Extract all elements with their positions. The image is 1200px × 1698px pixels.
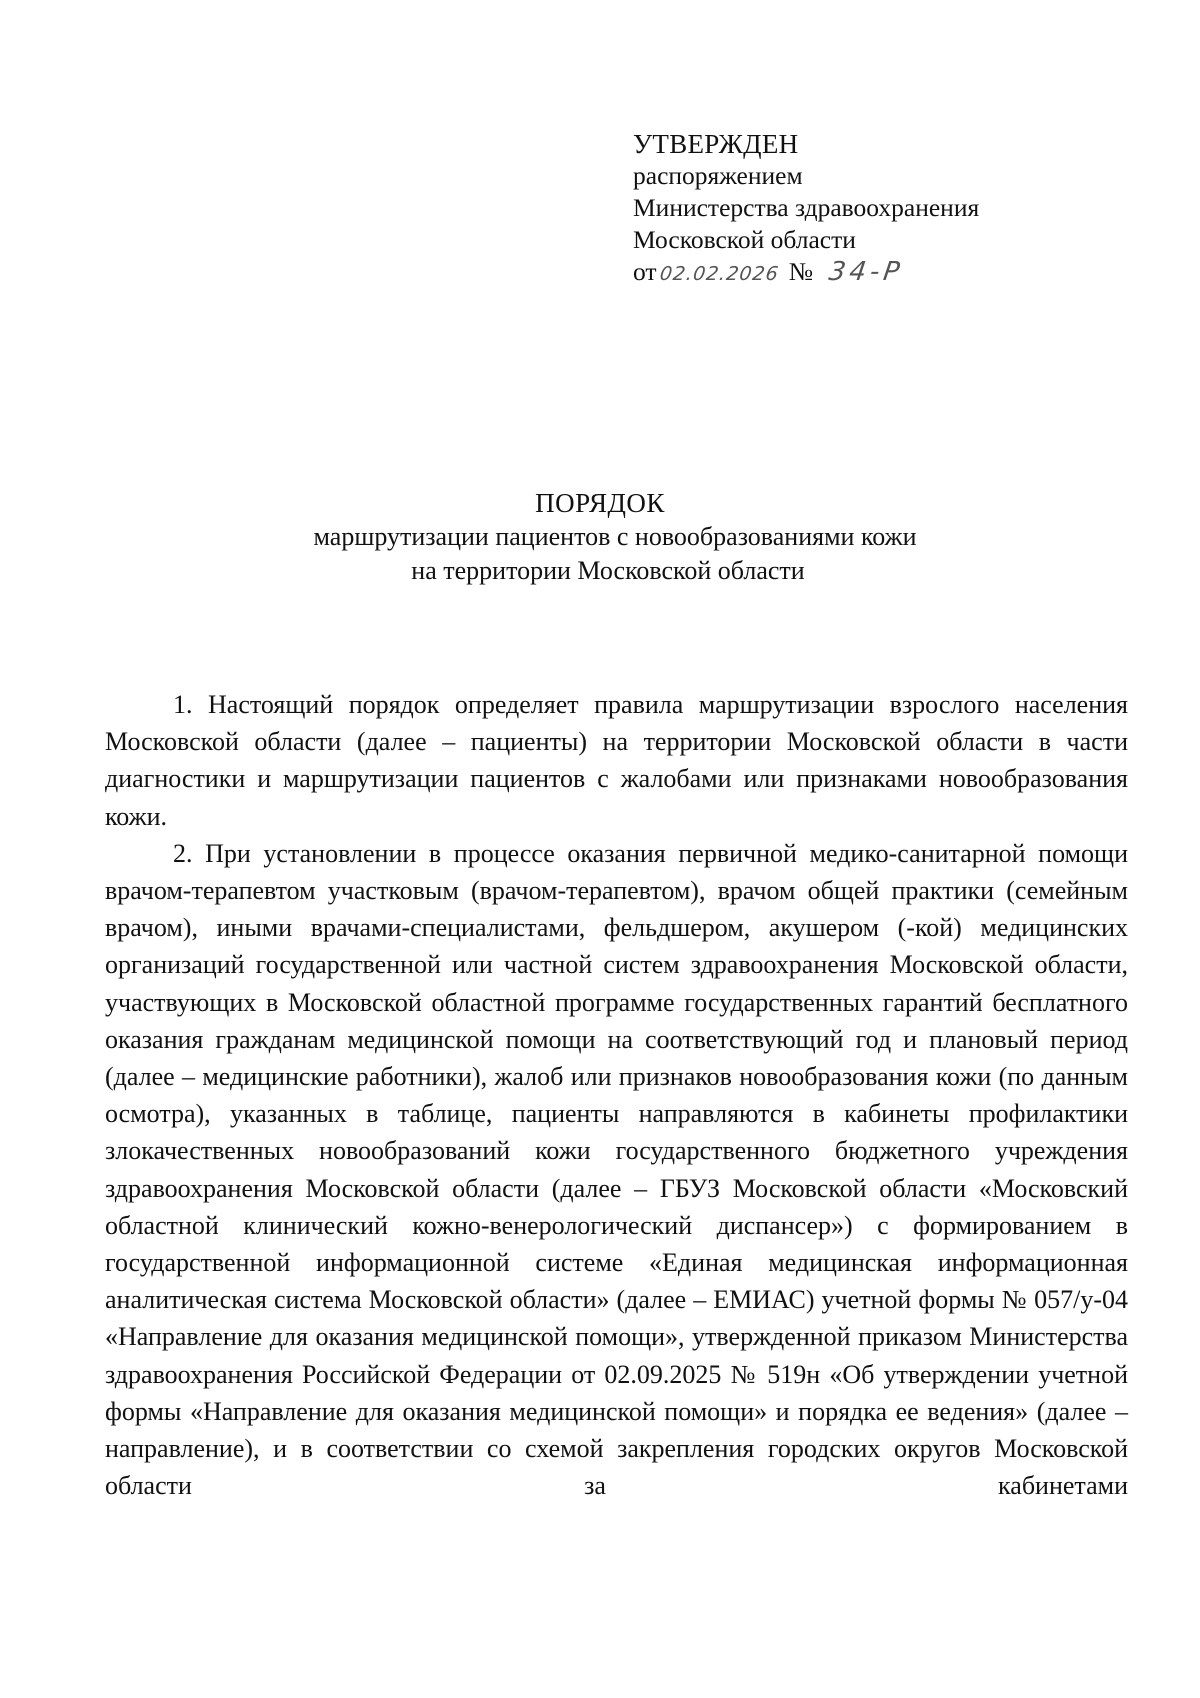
approval-stamp-block <box>633 128 979 290</box>
document-body <box>105 686 1128 1504</box>
handwritten-date: 02.02.2026 <box>658 263 780 285</box>
document-title-block <box>0 486 1200 588</box>
number-label: № <box>788 257 814 286</box>
approval-line: распоряжением <box>633 161 803 190</box>
approval-heading: УТВЕРЖДЕН <box>633 129 799 159</box>
paragraph-1: 1. Настоящий порядок определяет правила маршрутизации взрослого населения Московской области (далее – пациенты) на территории Московской области в части диагностики и маршрутизации пациентов с жалобами или признаками новообразования кожи. <box>105 690 1128 831</box>
approval-date-number-line <box>633 256 979 290</box>
paragraph-2: 2. При установлении в процессе оказания первичной медико-санитарной помощи врачом-терапевтом участковым (врачом-терапевтом), врачом общей практики (семейным врачом), иными врачами-специалистами, фельдшером, акушером (-кой) медицинских организаций государственной или частной систем здравоохранения Московской области, участвующих в Московской областной программе государственных гарантий бесплатного оказания гражданам медицинской помощи на соответствующий год и плановый период (далее – медицинские работники), жалоб или признаков новообразования кожи (по данным осмотра), указанных в таблице, пациенты направляются в кабинеты профилактики злокачественных новообразований кожи государственного бюджетного учреждения здравоохранения Московской области (далее – ГБУЗ Московской области «Московский областной клинический кожно-венерологический диспансер») с формированием в государственной информационной системе «Единая медицинская информационная аналитическая система Московской области» (далее – ЕМИАС) учетной формы № 057/у-04 «Направление для оказания медицинской помощи», утвержденной приказом Министерства здравоохранения Российской Федерации от 02.09.2025 № 519н «Об утверждении учетной формы «Направление для оказания медицинской помощи» и порядка ее ведения» (далее – направление), и в соответствии со схемой закрепления городских округов Московской области за кабинетами <box>105 838 1128 1501</box>
from-label: от <box>633 257 657 286</box>
document-subtitle: маршрутизации пациентов с новообразованиями кожи <box>313 522 917 551</box>
handwritten-number: 34-Р <box>826 257 906 287</box>
document-subtitle: на территории Московской области <box>411 556 805 585</box>
document-title: ПОРЯДОК <box>535 488 665 518</box>
approval-line: Московской области <box>633 225 856 254</box>
approval-line: Министерства здравоохранения <box>633 193 980 222</box>
